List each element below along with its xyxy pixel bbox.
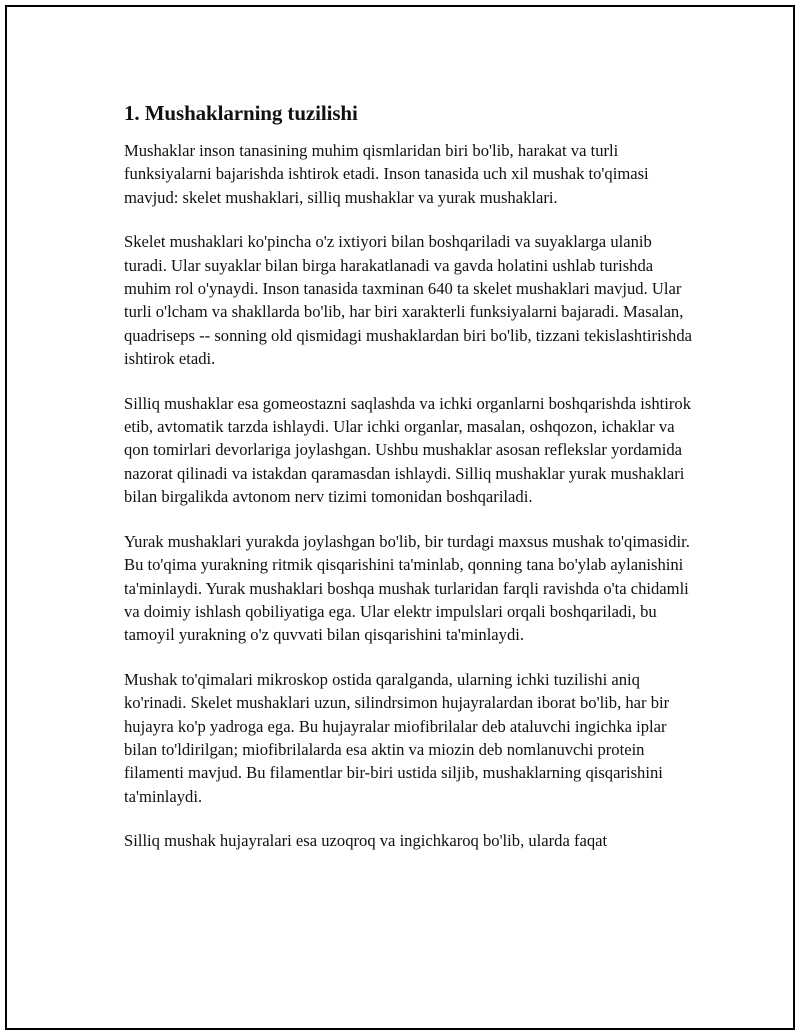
paragraph-3: Silliq mushaklar esa gomeostazni saqlashda va ichki organlarni boshqarishda ishtirok etib, avtomatik tarzda ishlaydi. Ular ichki organlar, masalan, oshqozon, ichaklar va qon tomirlari devorlariga joylashgan. Ushbu mushaklar asosan reflekslar yordamida nazorat qilinadi va istakdan qaramasdan ishlaydi. Silliq mushaklar yurak mushaklari bilan birgalikda avtonom nerv tizimi tomonidan boshqariladi. bbox=[124, 393, 691, 507]
paragraph-5: Mushak to'qimalari mikroskop ostida qaralganda, ularning ichki tuzilishi aniq ko'rinadi. Skelet mushaklari uzun, silindrsimon hujayralardan iborat bo'lib, har bir hujayra ko'p yadroga ega. Bu hujayralar miofibrilalar deb ataluvchi ingichka iplar bilan to'ldirilgan; miofibrilalarda esa aktin va miozin deb nomlanuvchi protein filamenti mavjud. Bu filamentlar bir-biri ustida siljib, mushaklarning qisqarishini ta'minlaydi. bbox=[124, 669, 670, 806]
paragraph-6: Silliq mushak hujayralari esa uzoqroq va ingichkaroq bo'lib, ularda faqat bbox=[124, 831, 608, 851]
section-title: 1. Mushaklarning tuzilishi bbox=[124, 101, 358, 125]
page-frame bbox=[5, 5, 795, 1030]
paragraph-1: Mushaklar inson tanasining muhim qismlaridan biri bo'lib, harakat va turli funksiyalarni bajarishda ishtirok etadi. Inson tanasida uch xil mushak to'qimasi mavjud: skelet mushaklari, silliq mushaklar va yurak mushaklari. bbox=[124, 141, 649, 207]
paragraph-2: Skelet mushaklari ko'pincha o'z ixtiyori bilan boshqariladi va suyaklarga ulanib turadi. Ular suyaklar bilan birga harakatlanadi va gavda holatini ushlab turishda muhim rol o'ynaydi. Inson tanasida taxminan 640 ta skelet mushaklari mavjud. Ular turli o'lcham va shakllarda bo'lib, har biri xarakterli funksiyalarni bajaradi. Masalan, quadriseps -- sonning old qismidagi mushaklardan biri bo'lib, tizzani tekislashtirishda ishtirok etadi. bbox=[124, 232, 693, 369]
document-body bbox=[124, 99, 694, 853]
paragraph-4: Yurak mushaklari yurakda joylashgan bo'lib, bir turdagi maxsus mushak to'qimasidir. Bu to'qima yurakning ritmik qisqarishini ta'minlab, qonning tana bo'ylab aylanishini ta'minlaydi. Yurak mushaklari boshqa mushak turlaridan farqli ravishda o'ta chidamli va doimiy ishlash qobiliyatiga ega. Ular elektr impulslari orqali boshqariladi, bu tamoyil yurakning o'z quvvati bilan qisqarishini ta'minlaydi. bbox=[124, 531, 690, 645]
